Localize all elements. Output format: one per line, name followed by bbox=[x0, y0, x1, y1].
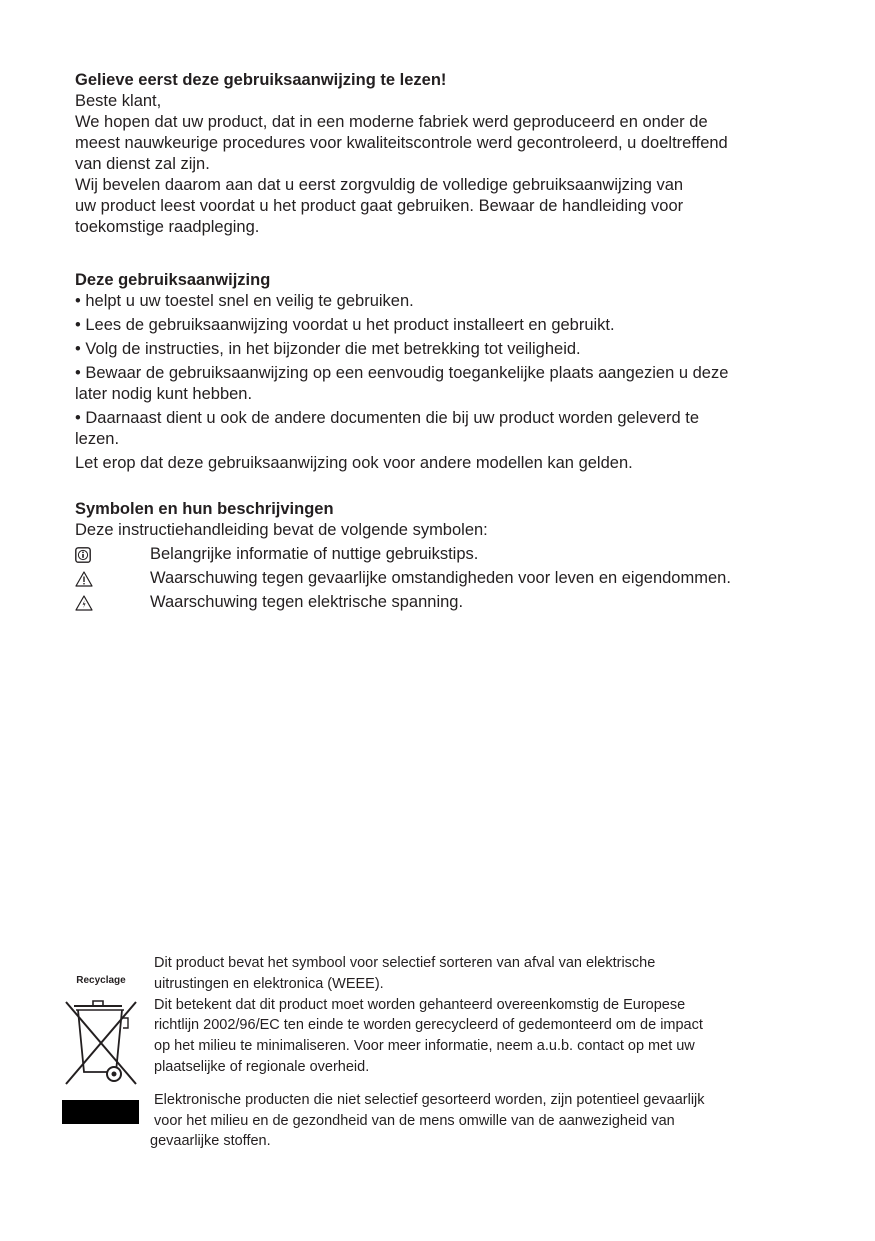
intro-heading: Gelieve eerst deze gebruiksaanwijzing te lezen! bbox=[75, 71, 447, 89]
bullet-item-continued: later nodig kunt hebben. bbox=[75, 385, 253, 403]
intro-paragraph-line: van dienst zal zijn. bbox=[75, 155, 210, 173]
symbols-section bbox=[75, 499, 805, 613]
symbol-description: Waarschuwing tegen elektrische spanning. bbox=[150, 593, 464, 611]
symbol-row-electric bbox=[75, 592, 805, 613]
info-icon bbox=[75, 544, 150, 565]
warning-icon bbox=[75, 568, 150, 589]
symbol-description: Waarschuwing tegen gevaarlijke omstandigheden voor leven en eigendommen. bbox=[150, 569, 731, 587]
weee-notice bbox=[150, 953, 810, 1152]
bullet-item: • helpt u uw toestel snel en veilig te gebruiken. bbox=[75, 292, 414, 310]
weee-recycling-symbol bbox=[60, 975, 142, 1093]
weee-line: uitrustingen en elektronica (WEEE). bbox=[154, 975, 384, 992]
manual-section bbox=[75, 270, 805, 474]
intro-paragraph-line: meest nauwkeurige procedures voor kwaliteitscontrole werd gecontroleerd, u doeltreffend bbox=[75, 134, 728, 152]
manual-heading: Deze gebruiksaanwijzing bbox=[75, 271, 271, 289]
intro-paragraph-line: uw product leest voordat u het product gaat gebruiken. Bewaar de handleiding voor bbox=[75, 197, 684, 215]
weee-line: Elektronische producten die niet selectief gesorteerd worden, zijn potentieel gevaarlijk bbox=[154, 1091, 705, 1108]
symbols-intro: Deze instructiehandleiding bevat de volgende symbolen: bbox=[75, 521, 488, 539]
manual-note: Let erop dat deze gebruiksaanwijzing ook voor andere modellen kan gelden. bbox=[75, 454, 633, 472]
electric-warning-icon bbox=[75, 592, 150, 613]
bullet-item-continued: lezen. bbox=[75, 430, 120, 448]
greeting: Beste klant, bbox=[75, 92, 162, 110]
intro-paragraph-line: toekomstige raadpleging. bbox=[75, 218, 260, 236]
weee-line: voor het milieu en de gezondheid van de mens omwille van de aanwezigheid van bbox=[154, 1112, 675, 1129]
symbol-description: Belangrijke informatie of nuttige gebruikstips. bbox=[150, 545, 479, 563]
weee-line: Dit product bevat het symbool voor selectief sorteren van afval van elektrische bbox=[154, 955, 656, 971]
weee-line: op het milieu te minimaliseren. Voor meer informatie, neem a.u.b. contact op met uw bbox=[154, 1038, 695, 1055]
symbol-row-info bbox=[75, 544, 805, 565]
symbol-row-warning bbox=[75, 568, 805, 589]
bullet-item: • Daarnaast dient u ook de andere documenten die bij uw product worden geleverd te bbox=[75, 409, 700, 427]
weee-line: Dit betekent dat dit product moet worden gehanteerd overeenkomstig de Europese bbox=[154, 996, 686, 1013]
crossed-bin-icon bbox=[60, 988, 142, 1088]
bullet-item: • Volg de instructies, in het bijzonder die met betrekking tot veiligheid. bbox=[75, 340, 581, 358]
intro-paragraph-line: Wij bevelen daarom aan dat u eerst zorgvuldig de volledige gebruiksaanwijzing van bbox=[75, 176, 684, 194]
intro-paragraph-line: We hopen dat uw product, dat in een moderne fabriek werd geproduceerd en onder de bbox=[75, 113, 708, 131]
symbols-heading: Symbolen en hun beschrijvingen bbox=[75, 500, 334, 518]
black-bar bbox=[62, 1100, 139, 1124]
bullet-item: • Lees de gebruiksaanwijzing voordat u het product installeert en gebruikt. bbox=[75, 316, 615, 334]
weee-line: richtlijn 2002/96/EC ten einde te worden gerecycleerd of gedemonteerd om de impact bbox=[154, 1017, 703, 1034]
weee-line: plaatselijke of regionale overheid. bbox=[154, 1058, 370, 1075]
weee-line: gevaarlijke stoffen. bbox=[150, 1133, 271, 1150]
bullet-item: • Bewaar de gebruiksaanwijzing op een eenvoudig toegankelijke plaats aangezien u deze bbox=[75, 364, 729, 382]
recyclage-label: Recyclage bbox=[76, 975, 126, 986]
intro-section bbox=[75, 70, 805, 238]
